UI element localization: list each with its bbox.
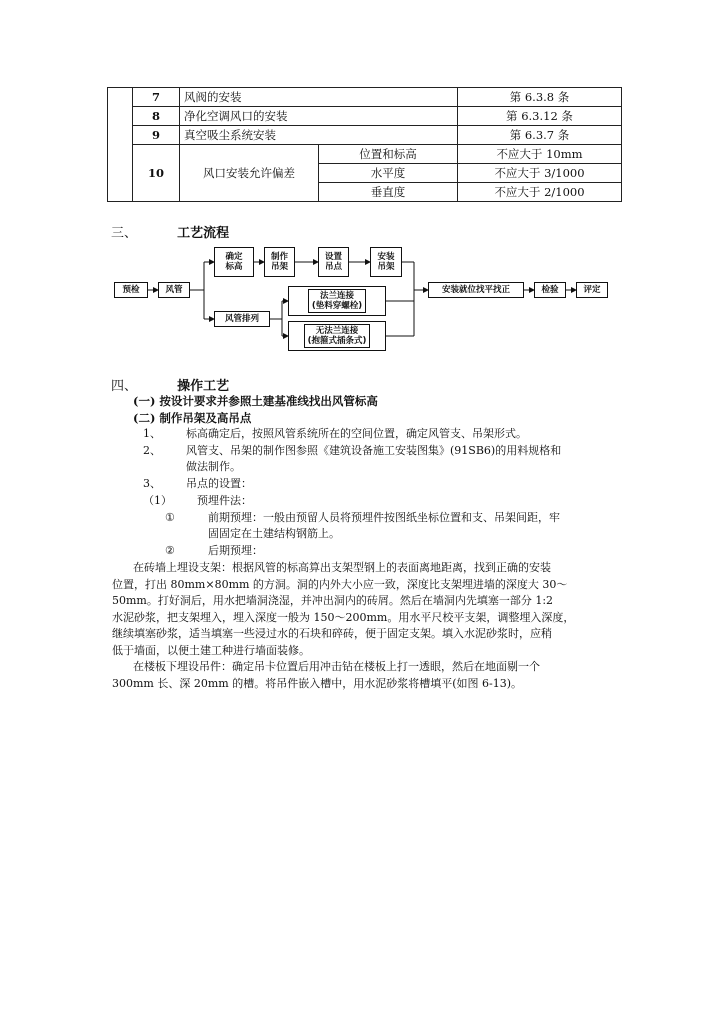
circle-item-2-num: ② — [165, 544, 175, 557]
paragraph-floor-hangers — [112, 659, 617, 692]
flow-shezhi-line2: 吊点 — [324, 262, 342, 272]
flow-queding-line1: 确定 — [225, 252, 243, 262]
row-item: 真空吸尘系统安装 — [180, 126, 458, 145]
para2-line: 在楼板下埋设吊件：确定吊卡位置后用冲击钻在楼板上打一透眼，然后在地面剔一个 — [133, 660, 540, 673]
para1-line: 在砖墙上埋设支架：根据风管的标高算出支架型钢上的表面离地距离，找到正确的安装 — [133, 561, 551, 574]
subheading-1: (一) 按设计要求并参照土建基准线找出风管标高 — [133, 394, 378, 408]
flow-falan-line1: 法兰连接 — [319, 291, 354, 301]
para1-line: 50mm。打好洞后，用水把墙洞浇湿，并冲出洞内的砖屑。然后在墙洞内先填塞一部分 1:2 — [112, 594, 554, 607]
row-num: 9 — [133, 126, 180, 145]
circle-item-1-line2: 固固定在土建结构钢筋上。 — [208, 527, 340, 540]
item-1-num: 1、 — [143, 427, 161, 440]
row-subvalue: 不应大于 2/1000 — [458, 183, 622, 202]
row-subname: 垂直度 — [319, 183, 458, 202]
para1-line: 位置，打出 80mm×80mm 的方洞。洞的内外大小应一致，深度比支架埋进墙的深度大 30～ — [112, 577, 568, 591]
flow-yujian-label: 预检 — [122, 285, 140, 295]
table-row — [108, 126, 622, 145]
flow-queding-line2: 标高 — [225, 262, 243, 272]
circle-item-2-text: 后期预埋： — [208, 544, 263, 557]
flow-anzhuang-line2: 吊架 — [377, 262, 395, 272]
flow-wufalan-line1: 无法兰连接 — [315, 326, 359, 336]
para1-line: 水泥砂浆，把支架埋入，埋入深度一般为 150～200mm。用水平尺校平支架，调整埋入深度， — [112, 610, 575, 624]
spec-table — [107, 87, 622, 202]
table-row — [108, 88, 622, 107]
flow-step-falan — [288, 286, 386, 316]
row-num: 8 — [133, 107, 180, 126]
table-blank-col — [108, 88, 133, 202]
row-num: 10 — [133, 145, 180, 202]
section4-num: 四、 — [111, 379, 138, 394]
flow-step-anzhuang — [370, 247, 402, 277]
row-item: 风口安装允许偏差 — [180, 145, 319, 202]
row-num: 7 — [133, 88, 180, 107]
flow-anzhuang-line1: 安装 — [377, 252, 395, 262]
row-subname: 水平度 — [319, 164, 458, 183]
process-flowchart — [114, 243, 614, 358]
circle-item-1-line1: 前期预埋：一般由预留人员将预埋件按图纸坐标位置和支、吊架间距，牢 — [208, 511, 560, 524]
row-subname: 位置和标高 — [319, 145, 458, 164]
flow-step-jianyan — [534, 282, 566, 298]
row-subvalue: 不应大于 10mm — [458, 145, 622, 164]
item-2-text-line1: 风管支、吊架的制作图参照《建筑设备施工安装图集》(91SB6)的用料规格和 — [186, 444, 562, 457]
flow-jiuwei-label: 安装就位找平找正 — [441, 285, 510, 295]
section3-title: 工艺流程 — [177, 226, 230, 241]
flow-falan-line2: (垫料穿螺栓) — [311, 301, 363, 311]
flow-step-wufalan — [288, 321, 386, 351]
item-3-num: 3、 — [143, 477, 161, 490]
flow-step-zhizuo — [264, 247, 295, 277]
subheading-2: (二) 制作吊架及高吊点 — [133, 411, 252, 425]
flow-step-jiuwei — [428, 282, 524, 298]
flow-step-fengguan — [158, 282, 190, 298]
flow-step-pailie — [214, 311, 270, 327]
flow-fengguan-label: 风管 — [165, 285, 183, 295]
flow-pailie-label: 风管排列 — [224, 314, 259, 324]
flow-step-yujian — [114, 282, 148, 298]
subitem-1-text: 预埋件法： — [197, 494, 252, 507]
item-3-text: 吊点的设置： — [186, 477, 252, 490]
flow-jianyan-label: 检验 — [541, 285, 559, 295]
para1-line: 低于墙面，以便土建工种进行墙面装修。 — [112, 643, 310, 657]
row-ref: 第 6.3.7 条 — [458, 126, 622, 145]
flow-zhizuo-line2: 吊架 — [270, 262, 288, 272]
item-2-num: 2、 — [143, 444, 161, 457]
section3-heading — [111, 222, 229, 241]
section4-heading — [111, 375, 229, 394]
paragraph-wall-brackets — [112, 560, 617, 659]
row-item: 风阀的安装 — [180, 88, 458, 107]
table-row — [108, 145, 622, 164]
subitem-1-num: （1） — [143, 494, 172, 507]
section3-num: 三、 — [111, 226, 138, 241]
flow-wufalan-line2: (抱箍式插条式) — [307, 336, 367, 346]
table-row — [108, 107, 622, 126]
flow-zhizuo-line1: 制作 — [270, 252, 288, 262]
flow-pingding-label: 评定 — [583, 285, 601, 295]
row-item: 净化空调风口的安装 — [180, 107, 458, 126]
circle-item-1-num: ① — [165, 511, 175, 524]
row-ref: 第 6.3.8 条 — [458, 88, 622, 107]
para1-line: 继续填塞砂浆，适当填塞一些浸过水的石块和碎砖，便于固定支架。填入水泥砂浆时，应稍 — [112, 627, 552, 640]
row-subvalue: 不应大于 3/1000 — [458, 164, 622, 183]
flow-step-shezhi — [318, 247, 349, 277]
section4-title: 操作工艺 — [177, 379, 230, 394]
flow-shezhi-line1: 设置 — [324, 252, 342, 262]
item-2-text-line2: 做法制作。 — [186, 460, 241, 473]
flow-step-queding — [214, 247, 254, 277]
row-ref: 第 6.3.12 条 — [458, 107, 622, 126]
flow-step-pingding — [576, 282, 608, 298]
para2-line: 300mm 长、深 20mm 的槽。将吊件嵌入槽中，用水泥砂浆将槽填平(如图 6-13)。 — [112, 676, 522, 690]
item-1-text: 标高确定后，按照风管系统所在的空间位置，确定风管支、吊架形式。 — [186, 427, 527, 440]
